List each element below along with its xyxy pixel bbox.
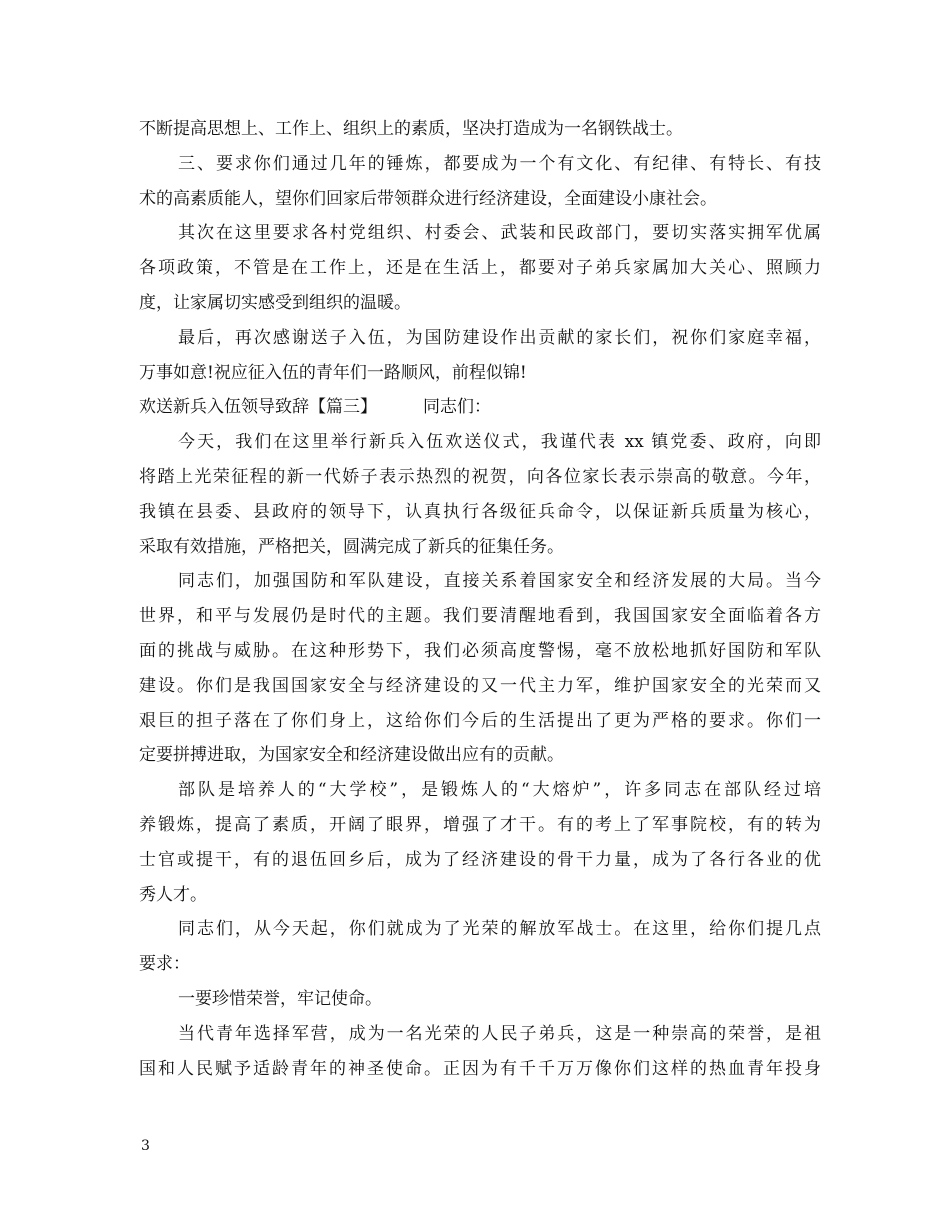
paragraph-line: 我镇在县委、县政府的领导下，认真执行各级征兵命令，以保证新兵质量为核心， [139,501,821,522]
paragraph-line: 万事如意!祝应征入伍的青年们一路顺风，前程似锦! [139,362,527,383]
paragraph-line: 不断提高思想上、工作上、组织上的素质，坚决打造成为一名钢铁战士。 [139,119,683,139]
salutation: 同志们： [423,397,491,418]
paragraph-line: 士官或提干，有的退伍回乡后，成为了经济建设的骨干力量，成为了各行各业的优 [139,849,821,870]
paragraph-line: 同志们，从今天起，你们就成为了光荣的解放军战士。在这里，给你们提几点 [178,919,821,940]
page-number: 3 [141,1138,150,1154]
paragraph-line: 术的高素质能人，望你们回家后带领群众进行经济建设，全面建设小康社会。 [139,188,717,209]
paragraph-line: 其次在这里要求各村党组织、村委会、武装和民政部门，要切实落实拥军优属 [178,223,821,244]
paragraph-line: 国和人民赋予适龄青年的神圣使命。正因为有千千万万像你们这样的热血青年投身 [139,1058,821,1079]
paragraph-line: 将踏上光荣征程的新一代娇子表示热烈的祝贺，向各位家长表示崇高的敬意。今年， [139,466,821,487]
paragraph-line: 同志们，加强国防和军队建设，直接关系着国家安全和经济发展的大局。当今 [178,571,821,592]
paragraph-line: 养锻炼，提高了素质，开阔了眼界，增强了才干。有的考上了军事院校，有的转为 [139,814,821,835]
paragraph-line: 最后，再次感谢送子入伍，为国防建设作出贡献的家长们，祝你们家庭幸福， [178,327,821,348]
section-heading-row [139,390,821,425]
paragraph-line: 采取有效措施，严格把关，圆满完成了新兵的征集任务。 [139,536,564,557]
paragraph-line: 艰巨的担子落在了你们身上，这给你们今后的生活提出了更为严格的要求。你们一 [139,710,821,731]
paragraph-line: 定要拼搏进取，为国家安全和经济建设做出应有的贡献。 [139,745,564,766]
paragraph-line: 要求： [139,954,190,975]
paragraph-line: 一要珍惜荣誉，牢记使命。 [178,988,382,1009]
paragraph-line: 度，让家属切实感受到组织的温暖。 [139,292,411,313]
paragraph-line: 今天，我们在这里举行新兵入伍欢送仪式，我谨代表 xx 镇党委、政府，向即 [178,432,821,453]
paragraph-line: 各项政策，不管是在工作上，还是在生活上，都要对子弟兵家属加大关心、照顾力 [139,258,821,279]
paragraph-line: 建设。你们是我国国家安全与经济建设的又一代主力军，维护国家安全的光荣而又 [139,675,821,696]
paragraph-line: 世界，和平与发展仍是时代的主题。我们要清醒地看到，我国国家安全面临着各方 [139,606,821,627]
paragraph-line: 部队是培养人的“大学校”，是锻炼人的“大熔炉”，许多同志在部队经过培 [178,780,821,801]
paragraph-line: 当代青年选择军营，成为一名光荣的人民子弟兵，这是一种崇高的荣誉，是祖 [178,1023,821,1044]
document-body [139,112,821,1086]
paragraph-line: 三、要求你们通过几年的锤炼，都要成为一个有文化、有纪律、有特长、有技 [178,153,821,174]
section-heading: 欢送新兵入伍领导致辞【篇三】 [139,397,377,418]
paragraph-line: 秀人才。 [139,884,207,905]
paragraph-line: 面的挑战与威胁。在这种形势下，我们必须高度警惕，毫不放松地抓好国防和军队 [139,640,821,661]
